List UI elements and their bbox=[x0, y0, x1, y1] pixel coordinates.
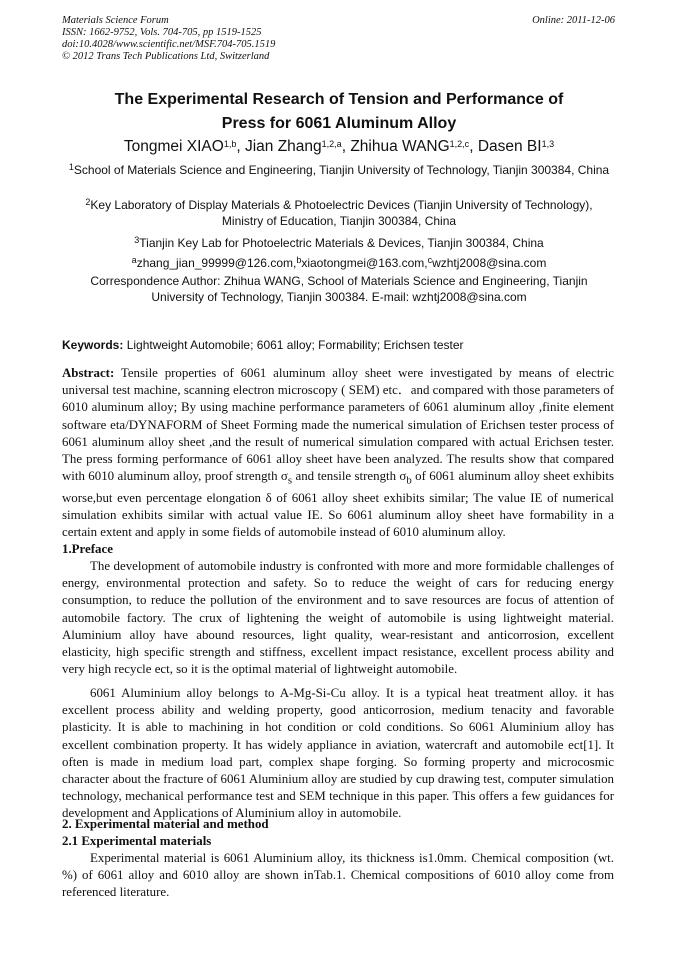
affiliation-text: School of Materials Science and Engineering, Tianjin University of Technology, Tianjin 300384, China bbox=[73, 163, 610, 177]
keywords bbox=[62, 338, 464, 352]
email-address: wzhtj2008@sina.com bbox=[432, 256, 547, 270]
section-heading: 2. Experimental material and method bbox=[62, 817, 269, 831]
email-mark: c bbox=[427, 255, 433, 265]
abstract-text: Tensile properties of 6061 aluminum alloy sheet were investigated by means of electric universal test machine, scanning electron microscopy ( SEM) etc．and compared with those parameters of 6010 aluminum alloy; By using machine performance parameters of 6061 aluminum alloy ,finite element software eta/DYNAFORM of Sheet Forming made the numerical simulation of Erichsen tester process of 6061 aluminum alloy sheet ,and the result of numerical simulation compared with actual Erichsen tester. The press forming performance of 6061 alloy sheet have been analyzed. The results show that compared with 6010 aluminum alloy, proof strength σ bbox=[62, 366, 614, 484]
online-date: Online: 2011-12-06 bbox=[532, 15, 615, 26]
author-affiliation-mark: 1,2,c bbox=[449, 139, 470, 149]
affiliation-mark: 3 bbox=[134, 235, 140, 245]
paper-title bbox=[40, 88, 638, 136]
author-affiliation-mark: 1,2,a bbox=[321, 139, 342, 149]
copyright-line: © 2012 Trans Tech Publications Ltd, Switzerland bbox=[62, 51, 270, 62]
abstract bbox=[62, 365, 614, 542]
author-name: Zhihua WANG bbox=[350, 138, 450, 155]
subscript: b bbox=[406, 474, 412, 487]
author-list bbox=[40, 137, 638, 157]
author-name: Tongmei XIAO bbox=[123, 138, 224, 155]
paragraph: 6061 Aluminium alloy belongs to A-Mg-Si-Cu alloy. It is a typical heat treatment alloy. it has excellent process ability and welding property, good anticorrosion, medium tenacity and favorable plasticity. It is able to machining in hot condition or cold conditions. So 6061 Aluminium alloy has excellent combination property. It has widely appliance in aviation, watercraft and automobile ect[1]. It often is made in medium load part, complex shape forging. So forming property and microcosmic character about the fracture of 6061 Aluminium alloy are studied by cup drawing test, computer simulation technology, mechanical performance test and SEM technique in this paper. This offers a few guidances for development and Applications of Aluminium alloy in automobile. bbox=[62, 686, 614, 821]
affiliation-3 bbox=[66, 236, 612, 252]
doi-line: doi:10.4028/www.scientific.net/MSF.704-705.1519 bbox=[62, 39, 276, 50]
author-affiliation-mark: 1,3 bbox=[541, 139, 555, 149]
email-mark: b bbox=[296, 255, 302, 265]
keywords-label: Keywords: bbox=[62, 338, 124, 352]
affiliation-mark: 2 bbox=[85, 197, 91, 207]
affiliation-1 bbox=[66, 163, 612, 179]
keywords-text: Lightweight Automobile; 6061 alloy; Formability; Erichsen tester bbox=[123, 338, 464, 352]
section-heading: 1.Preface bbox=[62, 542, 113, 556]
email-address: xiaotongmei@163.com, bbox=[301, 256, 428, 270]
author-name: Dasen BI bbox=[477, 138, 542, 155]
title-line-1: The Experimental Research of Tension and Performance of bbox=[114, 91, 564, 108]
title-line-2: Press for 6061 Aluminum Alloy bbox=[221, 115, 457, 132]
journal-name: Materials Science Forum bbox=[62, 15, 169, 26]
author-affiliation-mark: 1,b bbox=[223, 139, 237, 149]
subsection-heading: 2.1 Experimental materials bbox=[62, 834, 212, 848]
affiliation-mark: 1 bbox=[68, 162, 74, 172]
author-separator: , bbox=[341, 138, 351, 155]
author-separator: , bbox=[236, 138, 245, 155]
abstract-text: of 6061 aluminum alloy sheet exhibits worse,but even percentage elongation δ of 6061 alloy sheet exhibits similar; The value IE of numerical simulation exhibits similar with actual value IE. So 6061 aluminum alloy sheet have formability in a certain extent and apply in some fields of automobile instead of 6010 aluminum alloy. bbox=[62, 469, 614, 540]
affiliation-text: Key Laboratory of Display Materials & Photoelectric Devices (Tianjin University of Technology), Ministry of Education, Tianjin 300384, China bbox=[90, 198, 593, 228]
email-address: zhang_jian_99999@126.com, bbox=[136, 256, 297, 270]
affiliation-text: Tianjin Key Lab for Photoelectric Materials & Devices, Tianjin 300384, China bbox=[139, 236, 544, 250]
abstract-text: and tensile strength σ bbox=[292, 469, 407, 484]
abstract-label: Abstract: bbox=[62, 366, 115, 380]
email-mark: a bbox=[131, 255, 137, 265]
author-separator: , bbox=[469, 138, 478, 155]
email-list bbox=[66, 256, 612, 272]
journal-header bbox=[62, 15, 275, 63]
author-name: Jian Zhang bbox=[244, 138, 322, 155]
paragraph: Experimental material is 6061 Aluminium alloy, its thickness is1.0mm. Chemical composition (wt. %) of 6061 alloy and 6010 alloy are shown inTab.1. Chemical compositions of 6010 alloy come from referenced literature. bbox=[62, 851, 614, 900]
affiliation-2 bbox=[66, 198, 612, 229]
paragraph: The development of automobile industry is confronted with more and more formidable challenges of energy, environmental protection and safety. So to reduce the weight of cars for reducing energy consumption, to reduce the pollution of the environment and to save resources are focus of attention of automobile factory. The crux of lightening the weight of automobile is using lightweight material. Aluminium alloy have abound resources, light quality, wear-resistant and anticorrosion, excellent elasticity, high specific strength and stiffness, excellent impact resistance, excellent process ability and very high recycle ect, so it is the optimal material of lightweight automobile. bbox=[62, 559, 614, 677]
correspondence-author: Correspondence Author: Zhihua WANG, School of Materials Science and Engineering, Tianjin University of Technology, Tianjin 300384. E-mail: wzhtj2008@sina.com bbox=[90, 274, 588, 304]
issn-line: ISSN: 1662-9752, Vols. 704-705, pp 1519-1525 bbox=[62, 27, 262, 38]
subscript: s bbox=[287, 474, 293, 487]
